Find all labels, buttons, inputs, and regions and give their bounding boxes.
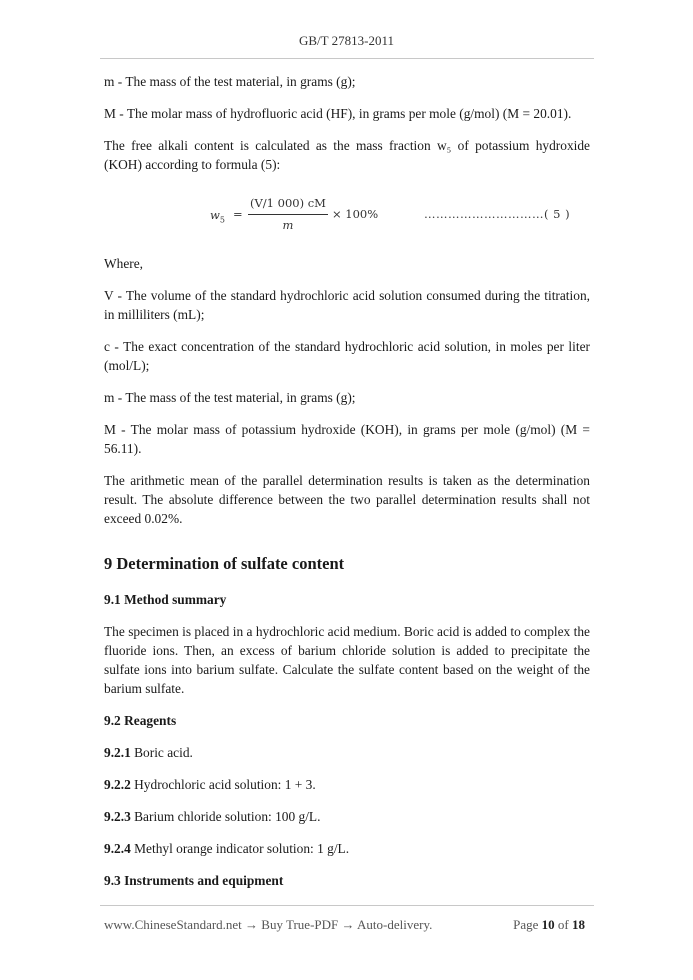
section-9-1-title: 9.1 Method summary (104, 592, 227, 607)
reagent-item: 9.2.4 Methyl orange indicator solution: 1 g/L. (104, 841, 350, 856)
page-body (104, 72, 590, 890)
definition-V: V - The volume of the standard hydrochloric acid solution consumed during the titration, in milliliters (mL); (104, 288, 590, 322)
reagent-item: 9.2.3 Barium chloride solution: 100 g/L. (104, 809, 321, 824)
formula-lhs: $w_5$ (210, 208, 225, 225)
definition-c: c - The exact concentration of the standard hydrochloric acid solution, in moles per liter (mol/L); (104, 339, 590, 373)
section-9-2-title: 9.2 Reagents (104, 713, 177, 728)
where-label: Where, (104, 256, 144, 271)
definition-M-hf: M - The molar mass of hydrofluoric acid (HF), in grams per mole (g/mol) (M = 20.01). (104, 106, 572, 121)
footer-site-link[interactable]: www.ChineseStandard.net → Buy True-PDF → Auto-delivery. (104, 917, 433, 932)
formula-times-100: × 100% (332, 207, 379, 221)
formula-denominator: m (282, 218, 294, 232)
formula-number: …………………………( 5 ) (424, 207, 571, 221)
footer-divider (100, 905, 594, 906)
formula-5 (104, 194, 590, 234)
section-9-title: 9 Determination of sulfate content (104, 554, 345, 573)
definition-M-koh: M - The molar mass of potassium hydroxide (KOH), in grams per mole (g/mol) (M = 56.11). (104, 422, 590, 456)
formula-numerator: (V/1 000) cM (248, 194, 328, 215)
page-header: GB/T 27813-2011 (299, 33, 394, 48)
formula-fraction (248, 194, 328, 235)
section-9-1-text: The specimen is placed in a hydrochloric acid medium. Boric acid is added to complex the fluoride ions. Then, an excess of barium chloride solution is added to precipitate the sulfate ions into barium sulfate. Calculate the sulfate content based on the weight of the barium sulfate. (104, 624, 590, 696)
formula-equals: = (233, 207, 243, 221)
definition-m-hf: m - The mass of the test material, in grams (g); (104, 74, 356, 89)
arithmetic-mean-text: The arithmetic mean of the parallel determination results is taken as the determination result. The absolute difference between the two parallel determination results shall not exceed 0.02%. (104, 473, 590, 526)
section-9-3-title: 9.3 Instruments and equipment (104, 873, 284, 888)
page-number: Page 10 of 18 (513, 917, 585, 932)
definition-m-koh: m - The mass of the test material, in grams (g); (104, 390, 356, 405)
free-alkali-intro: The free alkali content is calculated as the mass fraction w₅ of potassium hydroxide (KOH) according to formula (5): (104, 138, 590, 172)
reagent-item: 9.2.2 Hydrochloric acid solution: 1 + 3. (104, 777, 316, 792)
reagent-item: 9.2.1 Boric acid. (104, 745, 193, 760)
header-divider (100, 58, 594, 59)
